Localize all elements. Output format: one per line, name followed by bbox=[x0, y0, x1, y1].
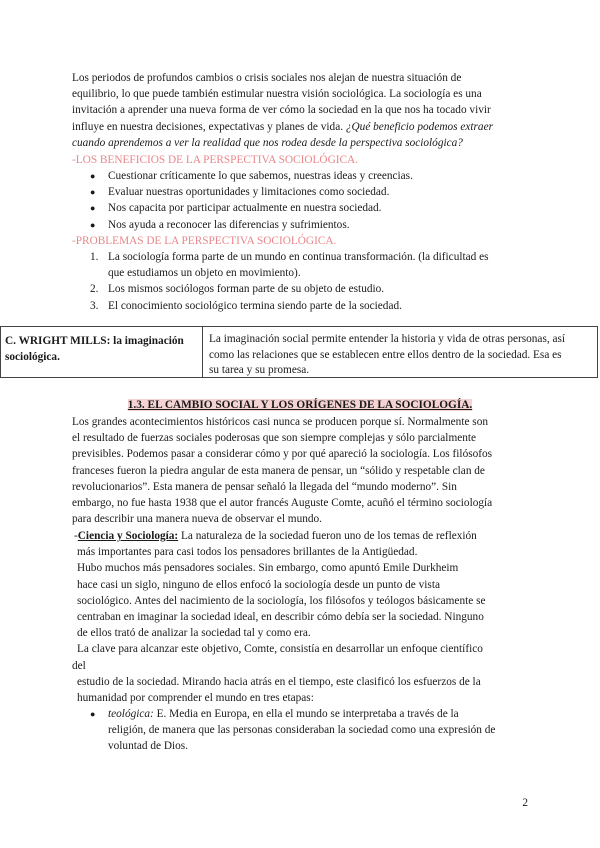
list-text: El conocimiento sociológico termina siendo parte de la sociedad. bbox=[108, 299, 402, 312]
section-title bbox=[0, 399, 600, 411]
problems-list bbox=[90, 249, 530, 314]
section-title-text: 1.3. EL CAMBIO SOCIAL Y LOS ORÍGENES DE LA SOCIOLOGÍA. bbox=[127, 399, 473, 411]
list-number: 1. bbox=[90, 251, 99, 263]
table-right-cell bbox=[203, 327, 597, 377]
intro-line: invitación a aprender una nueva forma de ver cómo la sociedad en la que nos ha tocado vivir bbox=[72, 104, 491, 117]
intro-paragraph bbox=[72, 70, 530, 151]
paragraph-line: previsibles. Podemos pasar a considerar cómo y por qué apareció la sociología. Los filósofos bbox=[72, 448, 493, 461]
science-label: Ciencia y Sociología: bbox=[77, 530, 179, 542]
table-left-text: C. WRIGHT MILLS: la imaginación bbox=[5, 335, 184, 347]
list-text: que estudiamos un objeto en movimiento). bbox=[108, 267, 301, 280]
paragraph-line: de ellos trató de analizar la sociedad tal y como era. bbox=[77, 627, 311, 640]
paragraph-fragment: del bbox=[72, 660, 86, 672]
mills-table bbox=[0, 326, 598, 378]
intro-line: Los periodos de profundos cambios o crisis sociales nos alejan de nuestra situación de bbox=[72, 72, 462, 84]
list-text: E. Media en Europa, en ella el mundo se interpretaba a través de la bbox=[153, 708, 459, 720]
table-left-cell bbox=[1, 327, 203, 377]
table-left-text: sociológica. bbox=[5, 351, 60, 363]
table-right-text: su tarea y su promesa. bbox=[209, 364, 310, 376]
intro-question: ¿Qué beneficio podemos extraer bbox=[345, 120, 493, 133]
intro-line bbox=[72, 119, 530, 135]
dash: - bbox=[74, 530, 78, 542]
paragraph-line: estudio de la sociedad. Mirando hacia atrás en el tiempo, este clasificó los esfuerzos de la bbox=[77, 676, 481, 688]
paragraph-line: el resultado de fuerzas sociales poderosas que son siempre complejas y sólo parcialmente bbox=[72, 432, 477, 445]
science-paragraph bbox=[74, 528, 532, 658]
paragraph-line: centraban en imaginar la sociedad ideal, en describir cómo debía ser la sociedad. Ninguno bbox=[77, 611, 484, 624]
paragraph-line: embargo, no fue hasta 1938 que el autor francés Auguste Comte, acuñó el término sociología bbox=[72, 497, 493, 510]
list-item bbox=[90, 249, 530, 281]
list-text: voluntad de Dios. bbox=[108, 740, 189, 753]
list-item: ● Nos capacita por participar actualmente en nuestra sociedad. bbox=[90, 200, 530, 216]
page-number: 2 bbox=[522, 797, 528, 809]
paragraph-line: humanidad por comprender el mundo en tres etapas: bbox=[77, 692, 314, 705]
intro-line: equilibrio, lo que puede también estimular nuestra visión sociológica. La sociología es una bbox=[72, 88, 482, 101]
list-item bbox=[90, 281, 530, 297]
paragraph-line: para describir una manera nueva de observar el mundo. bbox=[72, 513, 322, 526]
paragraph-line: más importantes para casi todos los pensadores brillantes de la Antigüedad. bbox=[77, 546, 418, 559]
list-item bbox=[90, 298, 530, 314]
paragraph-line: revolucionarios”. Esta manera de pensar señaló la llegada del “mundo moderno”. Sin bbox=[72, 480, 457, 493]
paragraph-line: franceses fueron la piedra angular de esta manera de pensar, un “sólido y respetable clan de bbox=[72, 464, 485, 477]
list-item bbox=[90, 706, 530, 755]
table-right-text: como las relaciones que se establecen entre ellos dentro de la sociedad. Esa es bbox=[209, 348, 562, 361]
benefits-list bbox=[90, 168, 530, 233]
paragraph-line: Los grandes acontecimientos históricos casi nunca se producen porque sí. Normalmente son bbox=[72, 416, 488, 428]
paragraph-line: Hubo muchos más pensadores sociales. Sin embargo, como apuntó Emile Durkheim bbox=[77, 562, 459, 575]
problems-heading: -PROBLEMAS DE LA PERSPECTIVA SOCIOLÓGICA. bbox=[72, 235, 337, 247]
table-right-text: La imaginación social permite entender la historia y vida de otras personas, así bbox=[209, 333, 566, 345]
paragraph-text: La naturaleza de la sociedad fueron uno de los temas de reflexión bbox=[178, 530, 477, 542]
list-item: ● Cuestionar críticamente lo que sabemos, nuestras ideas y creencias. bbox=[90, 168, 530, 184]
intro-text: influye en nuestra decisiones, expectativas y planes de vida. bbox=[72, 120, 346, 133]
list-item: ● Evaluar nuestras oportunidades y limitaciones como sociedad. bbox=[90, 184, 530, 200]
paragraph-line: sociológico. Antes del nacimiento de la sociología, los filósofos y teólogos básicamente se bbox=[77, 594, 486, 607]
section-paragraph bbox=[72, 414, 530, 527]
list-item: ● Nos ayuda a reconocer las diferencias y sufrimientos. bbox=[90, 217, 530, 233]
list-text: Los mismos sociólogos forman parte de su objeto de estudio. bbox=[108, 283, 385, 296]
list-text: religión, de manera que las personas consideraban la sociedad como una expresión de bbox=[108, 724, 496, 737]
stages-paragraph bbox=[77, 674, 535, 706]
paragraph-line: hace casi un siglo, ninguno de ellos enfocó la sociología desde un punto de vista bbox=[77, 578, 440, 591]
intro-question-line: cuando aprendemos a ver la realidad que nos rodea desde la perspectiva sociológica? bbox=[72, 136, 463, 149]
stage-label: teológica: bbox=[108, 708, 154, 720]
list-number: 2. bbox=[90, 283, 99, 296]
list-text: La sociología forma parte de un mundo en continua transformación. (la dificultad es bbox=[108, 251, 489, 263]
stages-list bbox=[90, 706, 530, 755]
paragraph-line bbox=[74, 528, 532, 544]
list-number: 3. bbox=[90, 299, 99, 312]
paragraph-line: La clave para alcanzar este objetivo, Comte, consistía en desarrollar un enfoque científico bbox=[77, 643, 483, 656]
benefits-heading: -LOS BENEFICIOS DE LA PERSPECTIVA SOCIOLÓGICA. bbox=[72, 154, 359, 166]
